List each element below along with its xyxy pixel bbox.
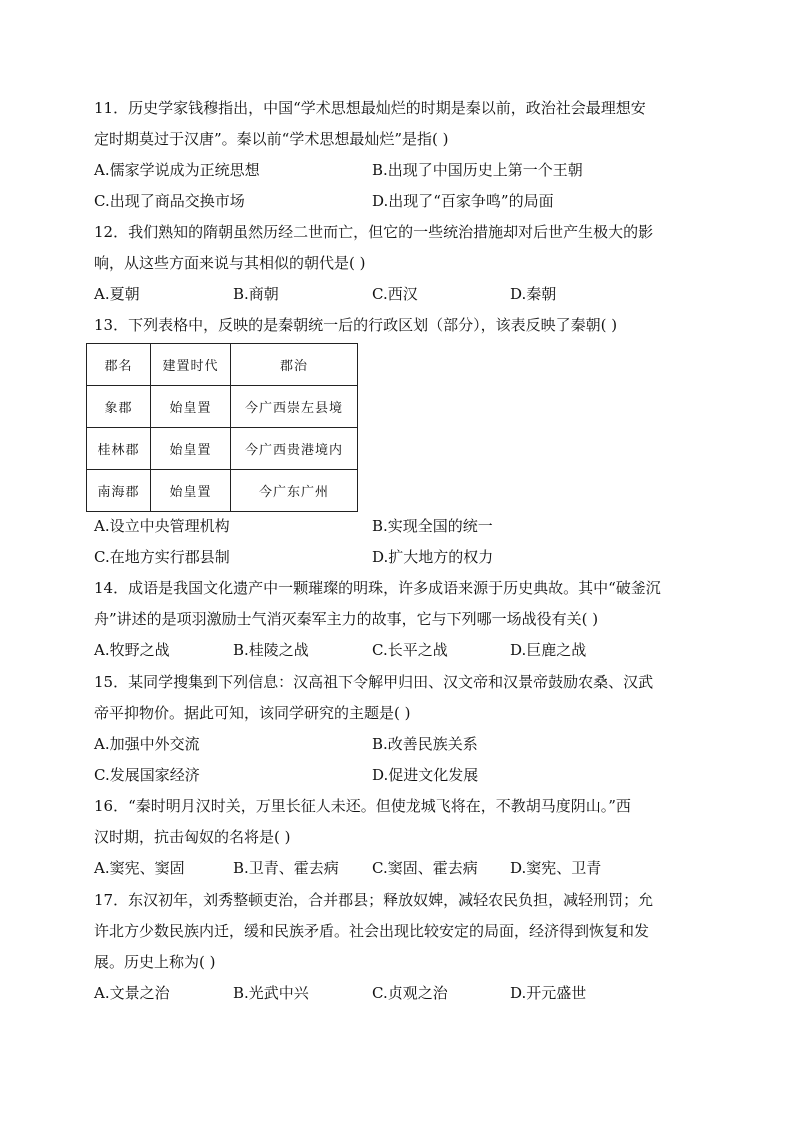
q14-stem-line-1: 14．成语是我国文化遗产中一颗璀璨的明珠，许多成语来源于历史典故。其中“破釜沉 — [94, 579, 661, 597]
q14-option-c: C.长平之战 — [372, 641, 448, 659]
q13-option-c: C.在地方实行郡县制 — [94, 548, 230, 566]
table-header-cell: 郡治 — [231, 344, 358, 386]
q12-option-d: D.秦朝 — [510, 285, 557, 303]
table-cell: 今广西贵港境内 — [231, 428, 358, 470]
q17-stem-line-1: 17．东汉初年，刘秀整顿吏治，合并郡县；释放奴婢，减轻农民负担，减轻刑罚；允 — [94, 891, 654, 909]
q12-stem-line-1: 12．我们熟知的隋朝虽然历经二世而亡，但它的一些统治措施却对后世产生极大的影 — [94, 223, 654, 241]
table-row — [87, 428, 358, 470]
q13-option-b: B.实现全国的统一 — [372, 517, 493, 535]
q13-option-d: D.扩大地方的权力 — [372, 548, 494, 566]
q11-option-c: C.出现了商品交换市场 — [94, 192, 245, 210]
table-cell: 今广西崇左县境 — [231, 386, 358, 428]
q17-stem-line-3: 展。历史上称为( ) — [94, 953, 216, 971]
q14-option-d: D.巨鹿之战 — [510, 641, 587, 659]
table-row — [87, 386, 358, 428]
q17-option-a: A.文景之治 — [94, 984, 170, 1002]
q14-stem-line-2: 舟”讲述的是项羽激励士气消灭秦军主力的故事，它与下列哪一场战役有关( ) — [94, 610, 599, 628]
q15-option-b: B.改善民族关系 — [372, 735, 478, 753]
q14-option-a: A.牧野之战 — [94, 641, 170, 659]
q15-option-c: C.发展国家经济 — [94, 766, 200, 784]
q15-stem-line-1: 15．某同学搜集到下列信息：汉高祖下令解甲归田、汉文帝和汉景帝鼓励农桑、汉武 — [94, 673, 654, 691]
table-cell: 南海郡 — [87, 470, 151, 512]
table-cell: 始皇置 — [151, 428, 231, 470]
q16-option-d: D.窦宪、卫青 — [510, 859, 602, 877]
table-row — [87, 470, 358, 512]
q11-stem-line-1: 11．历史学家钱穆指出，中国“学术思想最灿烂的时期是秦以前，政治社会最理想安 — [94, 99, 646, 117]
q14-option-b: B.桂陵之战 — [233, 641, 309, 659]
q16-option-b: B.卫青、霍去病 — [233, 859, 339, 877]
table-cell: 桂林郡 — [87, 428, 151, 470]
q17-option-c: C.贞观之治 — [372, 984, 448, 1002]
table-cell: 今广东广州 — [231, 470, 358, 512]
q16-option-a: A.窦宪、窦固 — [94, 859, 185, 877]
q12-option-c: C.西汉 — [372, 285, 418, 303]
table-cell: 始皇置 — [151, 470, 231, 512]
q17-option-b: B.光武中兴 — [233, 984, 309, 1002]
q12-stem-line-2: 响，从这些方面来说与其相似的朝代是( ) — [94, 254, 366, 272]
q17-option-d: D.开元盛世 — [510, 984, 587, 1002]
table-header-row — [87, 344, 358, 386]
q13-stem-line-1: 13．下列表格中，反映的是秦朝统一后的行政区划（部分），该表反映了秦朝( ) — [94, 316, 618, 334]
q11-option-b: B.出现了中国历史上第一个王朝 — [372, 161, 583, 179]
q11-stem-line-2: 定时期莫过于汉唐”。秦以前“学术思想最灿烂”是指( ) — [94, 130, 449, 148]
q13-option-a: A.设立中央管理机构 — [94, 517, 230, 535]
q16-stem-line-2: 汉时期，抗击匈奴的名将是( ) — [94, 828, 291, 846]
table-cell: 象郡 — [87, 386, 151, 428]
q17-stem-line-2: 许北方少数民族内迁，缓和民族矛盾。社会出现比较安定的局面，经济得到恢复和发 — [94, 922, 650, 940]
q16-option-c: C.窦固、霍去病 — [372, 859, 478, 877]
q15-option-a: A.加强中外交流 — [94, 735, 200, 753]
table-cell: 始皇置 — [151, 386, 231, 428]
q12-option-b: B.商朝 — [233, 285, 279, 303]
prefecture-table — [86, 343, 358, 512]
q12-option-a: A.夏朝 — [94, 285, 140, 303]
q15-stem-line-2: 帝平抑物价。据此可知，该同学研究的主题是( ) — [94, 704, 411, 722]
q15-option-d: D.促进文化发展 — [372, 766, 479, 784]
q11-option-a: A.儒家学说成为正统思想 — [94, 161, 260, 179]
q11-option-d: D.出现了“百家争鸣”的局面 — [372, 192, 554, 210]
table-header-cell: 郡名 — [87, 344, 151, 386]
table-header-cell: 建置时代 — [151, 344, 231, 386]
q16-stem-line-1: 16．“秦时明月汉时关，万里长征人未还。但使龙城飞将在，不教胡马度阴山。”西 — [94, 797, 631, 815]
